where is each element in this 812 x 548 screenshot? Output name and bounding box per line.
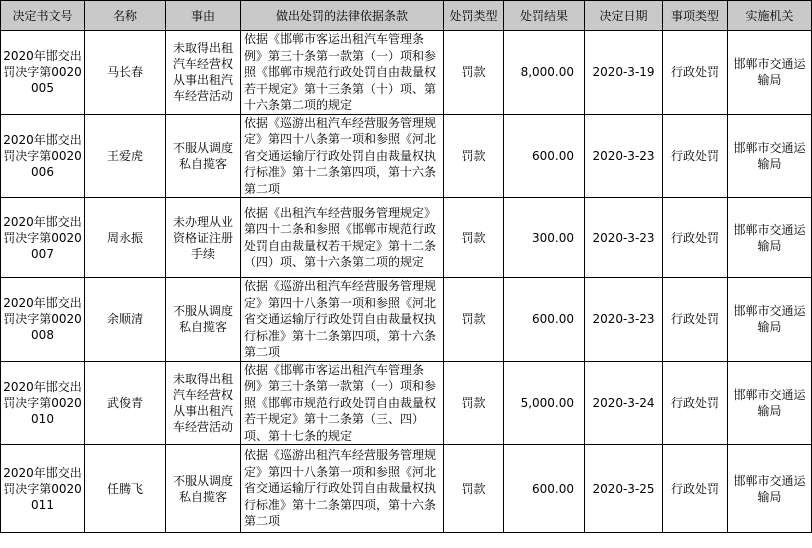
agency-cell: 邯郸市交通运输局	[728, 31, 812, 115]
result-cell: 8,000.00	[504, 31, 585, 115]
reason-cell: 不服从调度私自揽客	[166, 114, 241, 198]
result-cell: 300.00	[504, 198, 585, 278]
category-cell: 行政处罚	[663, 361, 728, 445]
type-cell: 罚款	[444, 114, 504, 198]
doc-no-cell: 2020年邯交出罚决字第0020008	[1, 278, 85, 362]
date-cell: 2020-3-23	[585, 114, 663, 198]
date-cell: 2020-3-23	[585, 198, 663, 278]
name-cell: 王爱虎	[85, 114, 166, 198]
result-cell: 5,000.00	[504, 361, 585, 445]
reason-cell: 未取得出租汽车经营权从事出租汽车经营活动	[166, 361, 241, 445]
header-date: 决定日期	[585, 1, 663, 31]
table-row	[1, 445, 812, 533]
header-result: 处罚结果	[504, 1, 585, 31]
basis-cell: 依据《巡游出租汽车经营服务管理规定》第四十八条第一项和参照《河北省交通运输厅行政处罚自由裁量权执行标准》第十二条第四项，第十六条第二项	[241, 278, 444, 362]
doc-no-cell: 2020年邯交出罚决字第0020006	[1, 114, 85, 198]
header-category: 事项类型	[663, 1, 728, 31]
basis-cell: 依据《邯郸市客运出租汽车管理条例》第三十条第一款第（一）项和参照《邯郸市规范行政处罚自由裁量权若干规定》第十二条第（三、四）项、第十七条的规定	[241, 361, 444, 445]
reason-cell: 不服从调度私自揽客	[166, 278, 241, 362]
date-cell: 2020-3-24	[585, 361, 663, 445]
basis-cell: 依据《出租汽车经营服务管理规定》第四十二条和参照《邯郸市规范行政处罚自由裁量权若干规定》第十二条（四）项、第十六条第二项的规定	[241, 198, 444, 278]
agency-cell: 邯郸市交通运输局	[728, 278, 812, 362]
agency-cell: 邯郸市交通运输局	[728, 114, 812, 198]
result-cell: 600.00	[504, 445, 585, 533]
category-cell: 行政处罚	[663, 278, 728, 362]
result-cell: 600.00	[504, 114, 585, 198]
table-row	[1, 114, 812, 198]
header-name: 名称	[85, 1, 166, 31]
table-row	[1, 361, 812, 445]
name-cell: 武俊青	[85, 361, 166, 445]
reason-cell: 未取得出租汽车经营权从事出租汽车经营活动	[166, 31, 241, 115]
table-row	[1, 278, 812, 362]
type-cell: 罚款	[444, 361, 504, 445]
reason-cell: 未办理从业资格证注册手续	[166, 198, 241, 278]
header-type: 处罚类型	[444, 1, 504, 31]
header-basis: 做出处罚的法律依据条款	[241, 1, 444, 31]
date-cell: 2020-3-19	[585, 31, 663, 115]
result-cell: 600.00	[504, 278, 585, 362]
basis-cell: 依据《邯郸市客运出租汽车管理条例》第三十条第一款第（一）项和参照《邯郸市规范行政处罚自由裁量权若干规定》第十三条第（十）项、第十六条第二项的规定	[241, 31, 444, 115]
type-cell: 罚款	[444, 198, 504, 278]
header-row	[1, 1, 812, 31]
category-cell: 行政处罚	[663, 445, 728, 533]
doc-no-cell: 2020年邯交出罚决字第0020011	[1, 445, 85, 533]
header-reason: 事由	[166, 1, 241, 31]
name-cell: 周永振	[85, 198, 166, 278]
agency-cell: 邯郸市交通运输局	[728, 361, 812, 445]
name-cell: 马长春	[85, 31, 166, 115]
agency-cell: 邯郸市交通运输局	[728, 198, 812, 278]
basis-cell: 依据《巡游出租汽车经营服务管理规定》第四十八条第一项和参照《河北省交通运输厅行政处罚自由裁量权执行标准》第十二条第四项，第十六条第二项	[241, 445, 444, 533]
header-agency: 实施机关	[728, 1, 812, 31]
agency-cell: 邯郸市交通运输局	[728, 445, 812, 533]
date-cell: 2020-3-23	[585, 278, 663, 362]
doc-no-cell: 2020年邯交出罚决字第0020005	[1, 31, 85, 115]
header-doc-no: 决定书文号	[1, 1, 85, 31]
name-cell: 余顺清	[85, 278, 166, 362]
basis-cell: 依据《巡游出租汽车经营服务管理规定》第四十八条第一项和参照《河北省交通运输厅行政处罚自由裁量权执行标准》第十二条第四项，第十六条第二项	[241, 114, 444, 198]
table-row	[1, 31, 812, 115]
type-cell: 罚款	[444, 445, 504, 533]
type-cell: 罚款	[444, 278, 504, 362]
category-cell: 行政处罚	[663, 198, 728, 278]
category-cell: 行政处罚	[663, 31, 728, 115]
type-cell: 罚款	[444, 31, 504, 115]
name-cell: 任腾飞	[85, 445, 166, 533]
doc-no-cell: 2020年邯交出罚决字第0020007	[1, 198, 85, 278]
reason-cell: 不服从调度私自揽客	[166, 445, 241, 533]
doc-no-cell: 2020年邯交出罚决字第0020010	[1, 361, 85, 445]
date-cell: 2020-3-25	[585, 445, 663, 533]
category-cell: 行政处罚	[663, 114, 728, 198]
table-row	[1, 198, 812, 278]
